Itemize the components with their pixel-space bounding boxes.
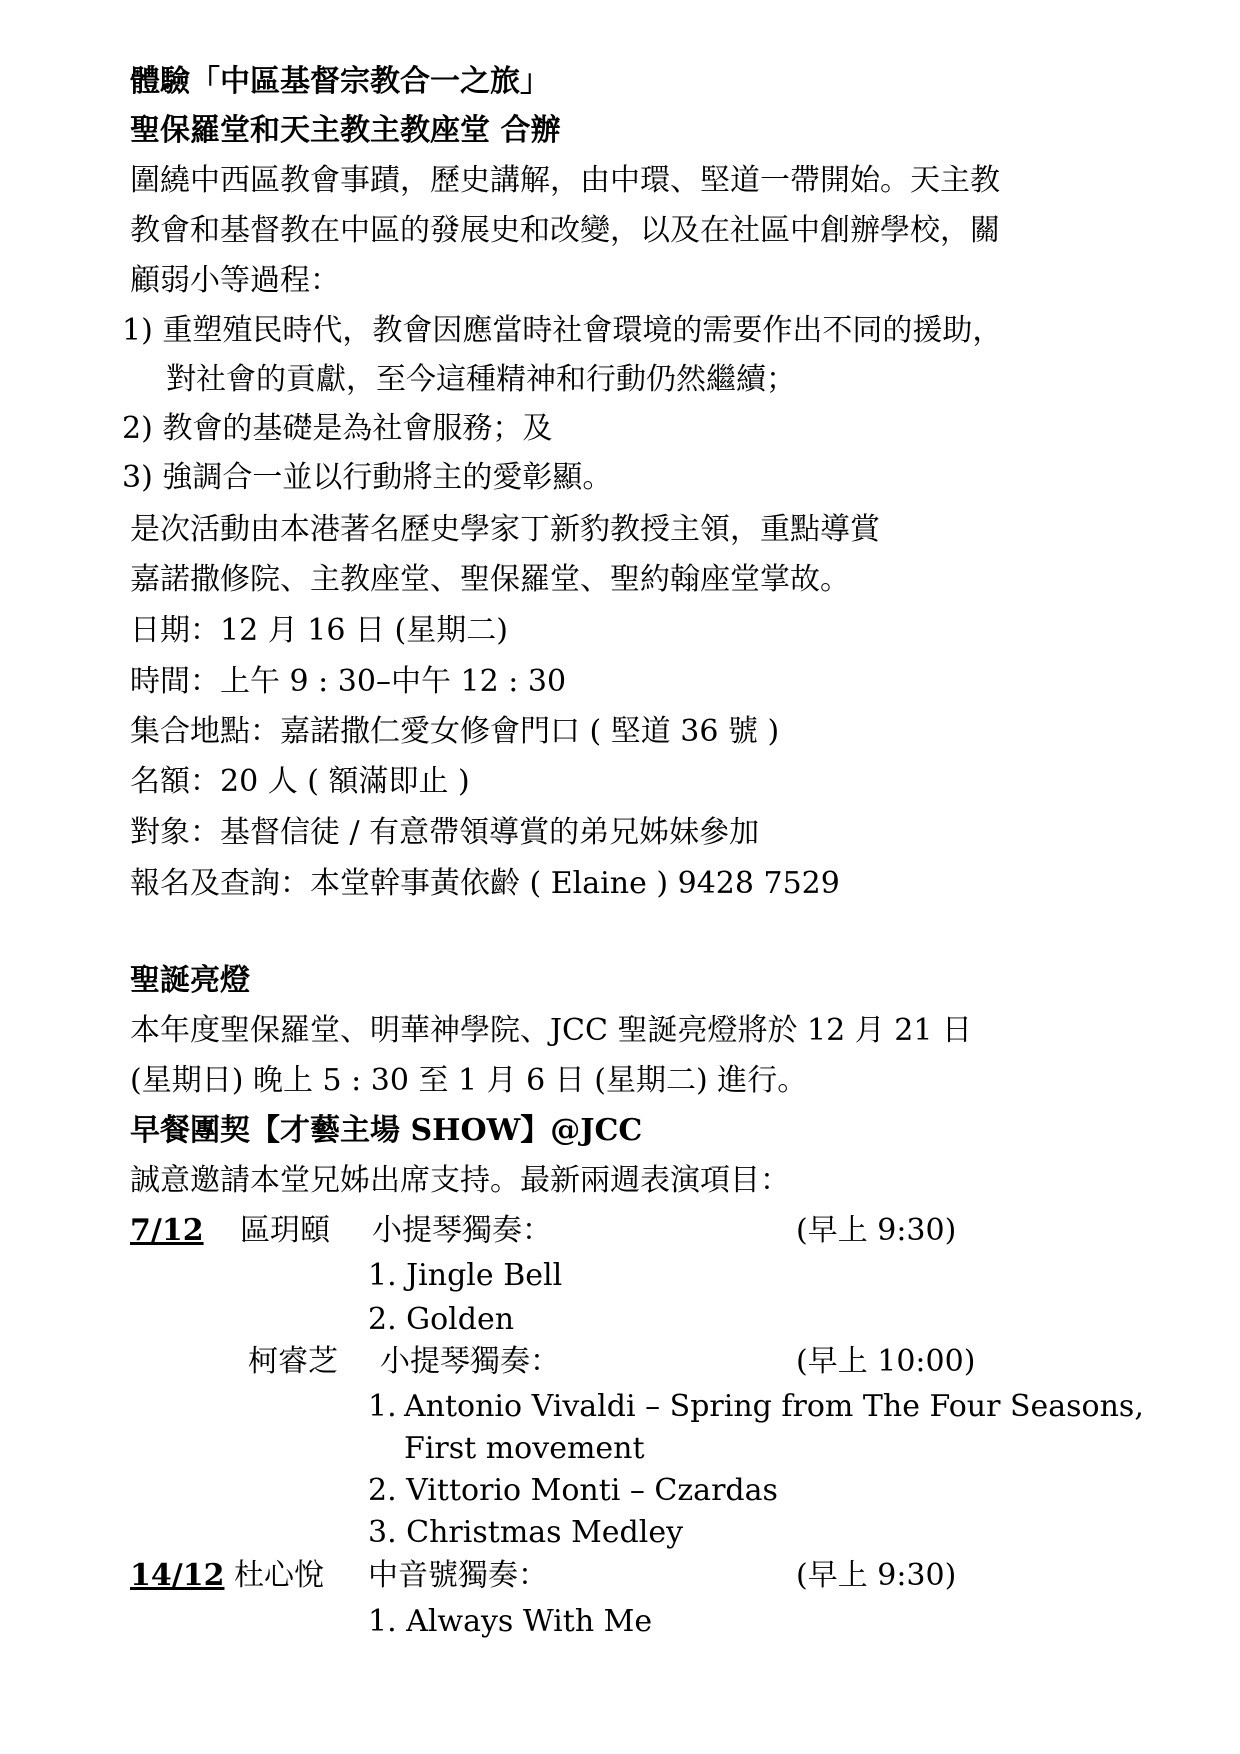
list-item-continued: 對社會的貢獻，至今這種精神和行動仍然繼續；: [166, 362, 796, 397]
event-time: 時間：上午 9 : 30–中午 12 : 30: [130, 664, 567, 699]
event-date: 日期：12 月 16 日 (星期二): [130, 613, 508, 648]
paragraph-line: 教會和基督教在中區的發展史和改變，以及在社區中創辦學校，關: [130, 213, 1000, 248]
paragraph-line: 是次活動由本港著名歷史學家丁新豹教授主領，重點導賞: [130, 512, 880, 547]
song-item-continued: First movement: [404, 1431, 645, 1466]
song-item: Antonio Vivaldi – Spring from The Four Seasons,: [404, 1389, 1144, 1424]
performer-name: 區玥頤: [240, 1213, 330, 1248]
paragraph-line: 嘉諾撒修院、主教座堂、聖保羅堂、聖約翰座堂掌故。: [130, 562, 850, 597]
event-venue: 集合地點：嘉諾撒仁愛女修會門口 ( 堅道 36 號 ): [130, 714, 780, 749]
song-number: 1.: [368, 1389, 397, 1424]
paragraph-line: 圍繞中西區教會事蹟，歷史講解，由中環、堅道一帶開始。天主教: [130, 163, 1000, 198]
section-title: 聖誕亮燈: [130, 963, 250, 998]
section-title: 早餐團契【才藝主場 SHOW】@JCC: [130, 1113, 643, 1148]
paragraph-line: (星期日) 晚上 5 : 30 至 1 月 6 日 (星期二) 進行。: [130, 1063, 808, 1098]
list-item: 1) 重塑殖民時代，教會因應當時社會環境的需要作出不同的援助，: [122, 313, 1003, 348]
section-title: 體驗「中區基督宗教合一之旅」: [130, 64, 550, 99]
performance-item: 小提琴獨奏：: [372, 1213, 552, 1248]
song-item: 1. Always With Me: [368, 1604, 653, 1639]
list-item: 3) 強調合一並以行動將主的愛彰顯。: [122, 460, 613, 495]
performance-item: 中音號獨奏：: [368, 1558, 548, 1593]
schedule-date: 7/12: [130, 1213, 204, 1248]
event-enquiry: 報名及查詢：本堂幹事黃依齡 ( Elaine ) 9428 7529: [130, 866, 840, 901]
list-item: 2) 教會的基礎是為社會服務；及: [122, 411, 553, 446]
section-subtitle: 聖保羅堂和天主教主教座堂 合辦: [130, 113, 561, 148]
performer-name: 柯睿芝: [248, 1344, 338, 1379]
paragraph-line: 本年度聖保羅堂、明華神學院、JCC 聖誕亮燈將於 12 月 21 日: [130, 1013, 972, 1048]
paragraph-line: 顧弱小等過程：: [130, 263, 340, 298]
song-item: 3. Christmas Medley: [368, 1515, 684, 1550]
performance-time: (早上 10:00): [796, 1344, 976, 1379]
song-item: 2. Golden: [368, 1302, 515, 1337]
performer-name: 杜心悅: [234, 1558, 324, 1593]
performance-item: 小提琴獨奏：: [380, 1344, 560, 1379]
paragraph-line: 誠意邀請本堂兄姊出席支持。最新兩週表演項目：: [130, 1163, 790, 1198]
event-target: 對象：基督信徒 / 有意帶領導賞的弟兄姊妹參加: [130, 815, 760, 850]
event-quota: 名額：20 人 ( 額滿即止 ): [130, 764, 470, 799]
performance-time: (早上 9:30): [796, 1213, 957, 1248]
song-item: 2. Vittorio Monti – Czardas: [368, 1473, 778, 1508]
schedule-date: 14/12: [130, 1558, 225, 1593]
performance-time: (早上 9:30): [796, 1558, 957, 1593]
song-item: 1. Jingle Bell: [368, 1258, 563, 1293]
